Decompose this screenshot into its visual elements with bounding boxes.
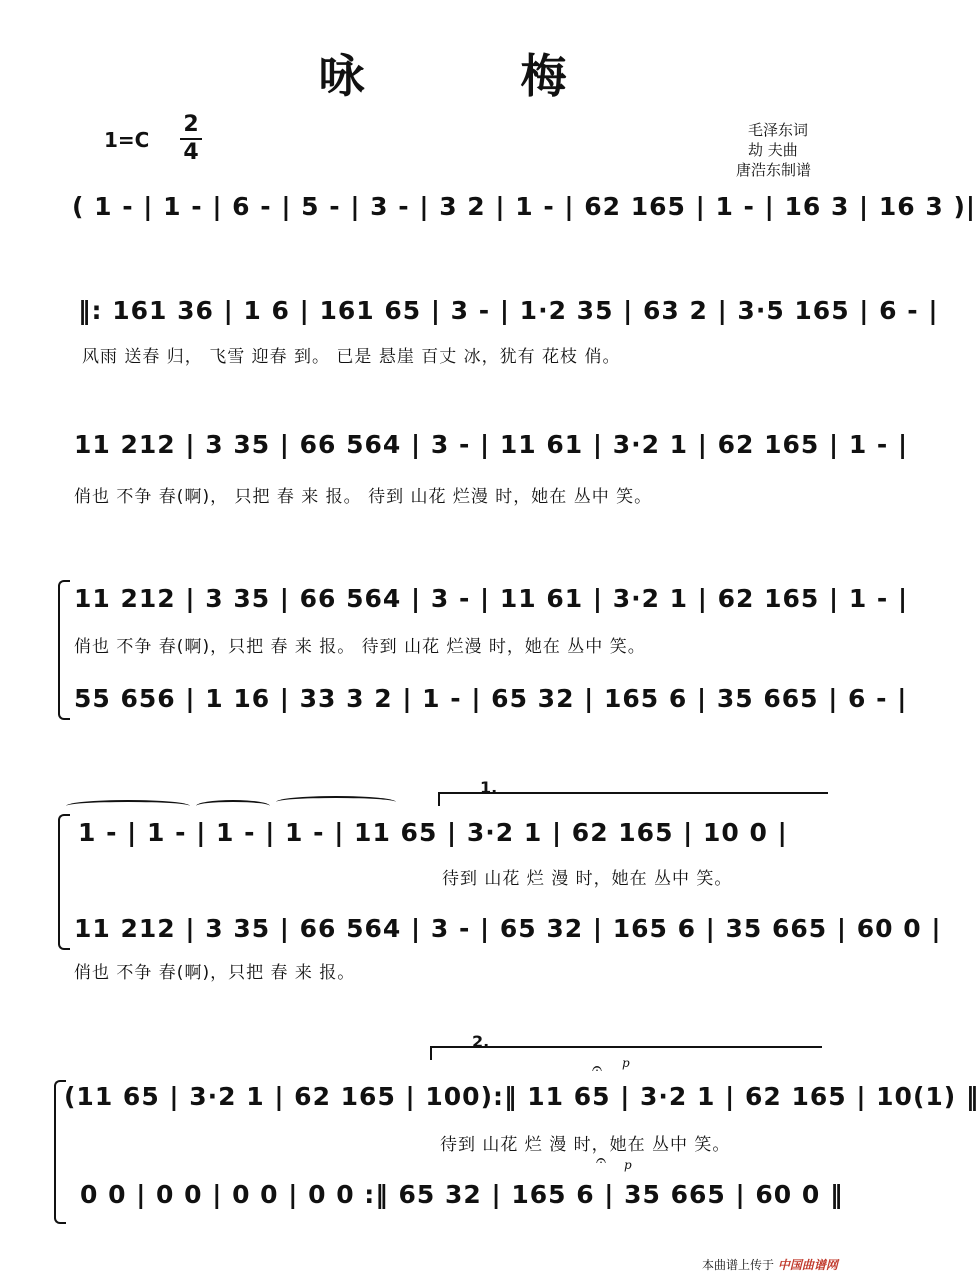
- lyrics-row-verse1: 风雨 送春 归， 飞雪 迎春 到。 已是 悬崖 百丈 冰，犹有 花枝 俏。: [82, 347, 621, 367]
- key-signature: 1=C: [104, 128, 150, 152]
- volta-first-ending: [438, 778, 828, 806]
- lyrics-row-part1-c: 待到 山花 烂 漫 时，她在 丛中 笑。: [440, 1135, 731, 1155]
- time-signature-top: 2: [183, 112, 199, 137]
- volta-first-label: 1.: [480, 778, 498, 797]
- tie-3: [276, 796, 396, 808]
- score-row-part1-b: 1 - | 1 - | 1 - | 1 - | 11 65 | 3·2 1 | 62 165 | 10 0 |: [78, 818, 788, 847]
- score-row-verse1: ‖: 161 36 | 1 6 | 161 65 | 3 - | 1·2 35 | 63 2 | 3·5 165 | 6 - |: [78, 296, 939, 325]
- page-title: 咏 梅: [318, 49, 637, 103]
- credit-lyricist: 毛泽东词: [748, 121, 809, 139]
- footer-upload-note: [702, 1256, 838, 1273]
- tie-2: [196, 800, 270, 812]
- dynamic-marking: p: [622, 1056, 630, 1070]
- lyrics-row-part2-b: 俏也 不争 春(啊)，只把 春 来 报。: [74, 963, 356, 983]
- credit-composer: 劫 夫曲: [748, 141, 798, 159]
- score-row-part2-c: 0 0 | 0 0 | 0 0 | 0 0 :‖ 65 32 | 165 6 | 35 665 | 60 0 ‖: [80, 1180, 844, 1209]
- dynamic-marking-lower: p: [624, 1158, 632, 1172]
- score-row-part1-c: (11 65 | 3·2 1 | 62 165 | 100):‖ 11 65 | 3·2 1 | 62 165 | 10(1) ‖: [64, 1082, 979, 1111]
- fermata-icon-lower: 𝄐: [596, 1150, 607, 1171]
- footer-text: 本曲谱上传于: [702, 1258, 775, 1272]
- footer-site-logo[interactable]: 中国曲谱网: [777, 1258, 838, 1272]
- lyrics-row-part1-b: 待到 山花 烂 漫 时，她在 丛中 笑。: [442, 869, 733, 889]
- score-row-part2-b: 11 212 | 3 35 | 66 564 | 3 - | 65 32 | 165 6 | 35 665 | 60 0 |: [74, 914, 942, 943]
- score-row-intro: ( 1 - | 1 - | 6 - | 5 - | 3 - | 3 2 | 1 - | 62 165 | 1 - | 16 3 | 16 3 )|: [72, 192, 977, 221]
- score-row-part2-a: 55 656 | 1 16 | 33 3 2 | 1 - | 65 32 | 165 6 | 35 665 | 6 - |: [74, 684, 908, 713]
- score-row-verse2: 11 212 | 3 35 | 66 564 | 3 - | 11 61 | 3·2 1 | 62 165 | 1 - |: [74, 430, 909, 459]
- fermata-icon: 𝄐: [592, 1058, 603, 1079]
- time-signature: [180, 112, 202, 166]
- lyrics-row-part1-a: 俏也 不争 春(啊)，只把 春 来 报。 待到 山花 烂漫 时，她在 丛中 笑。: [74, 637, 646, 657]
- tie-1: [66, 800, 190, 812]
- volta-second-label: 2.: [472, 1032, 490, 1051]
- score-row-part1-a: 11 212 | 3 35 | 66 564 | 3 - | 11 61 | 3·2 1 | 62 165 | 1 - |: [74, 584, 909, 613]
- lyrics-row-verse2: 俏也 不争 春(啊)， 只把 春 来 报。 待到 山花 烂漫 时，她在 丛中 笑。: [74, 487, 653, 507]
- credits: [736, 120, 811, 180]
- time-signature-bottom: 4: [183, 140, 199, 165]
- credit-transcriber: 唐浩东制谱: [736, 161, 812, 179]
- system-brace-1: [58, 580, 70, 720]
- system-brace-2: [58, 814, 70, 950]
